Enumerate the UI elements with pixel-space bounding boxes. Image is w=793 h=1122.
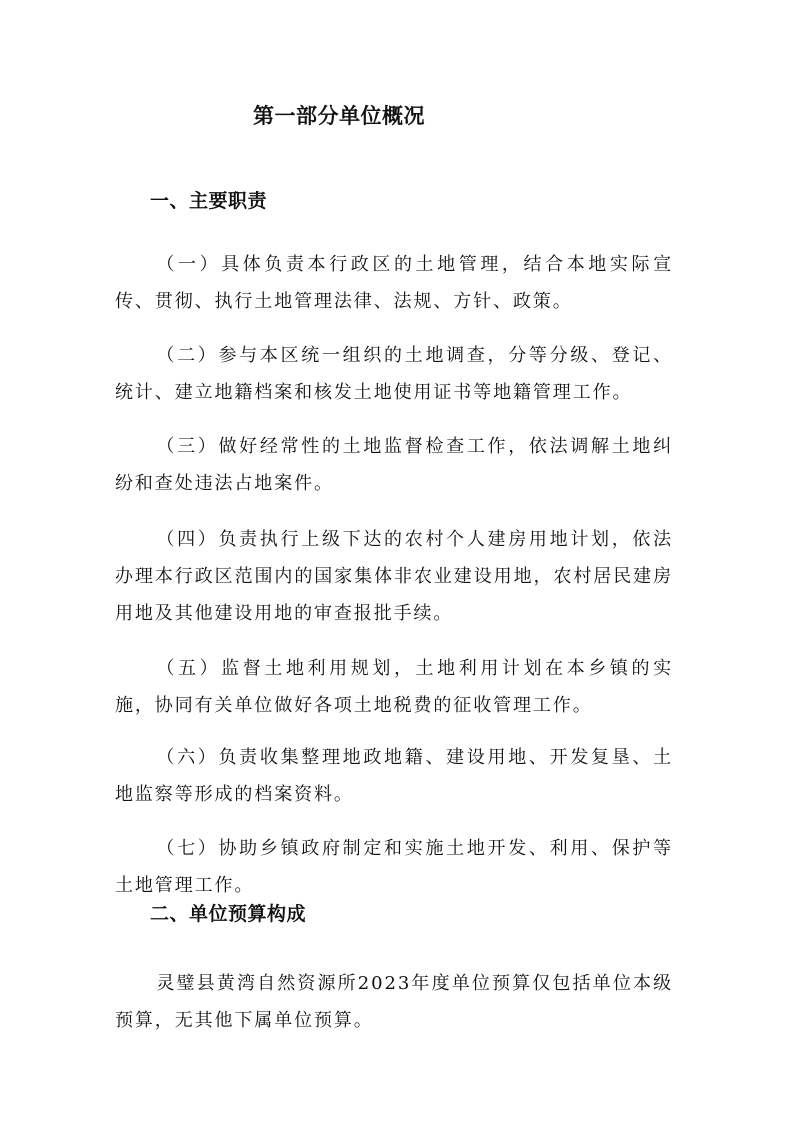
duty-paragraph-3: （三）做好经常性的土地监督检查工作，依法调解土地纠纷和查处违法占地案件。 (115, 436, 673, 494)
page-title: 第一部分单位概况 (253, 104, 425, 128)
duty-paragraph-1: （一）具体负责本行政区的土地管理，结合本地实际宣传、贯彻、执行土地管理法律、法规、方针、政策。 (115, 254, 673, 312)
duty-paragraph-7: （七）协助乡镇政府制定和实施土地开发、利用、保护等土地管理工作。 (115, 838, 673, 896)
budget-composition-paragraph: 灵璧县黄湾自然资源所2023年度单位预算仅包括单位本级预算，无其他下属单位预算。 (115, 973, 673, 1031)
section-heading-budget-composition: 二、单位预算构成 (150, 903, 307, 925)
duty-paragraph-2: （二）参与本区统一组织的土地调查，分等分级、登记、统计、建立地籍档案和核发土地使用证书等地籍管理工作。 (115, 345, 673, 403)
duty-paragraph-6: （六）负责收集整理地政地籍、建设用地、开发复垦、土地监察等形成的档案资料。 (115, 747, 673, 805)
duty-paragraph-5: （五）监督土地利用规划，土地利用计划在本乡镇的实施，协同有关单位做好各项土地税费的征收管理工作。 (115, 658, 673, 716)
section-heading-main-duties: 一、主要职责 (150, 190, 268, 212)
duty-paragraph-4: （四）负责执行上级下达的农村个人建房用地计划，依法办理本行政区范围内的国家集体非农业建设用地，农村居民建房用地及其他建设用地的审查报批手续。 (115, 529, 673, 624)
